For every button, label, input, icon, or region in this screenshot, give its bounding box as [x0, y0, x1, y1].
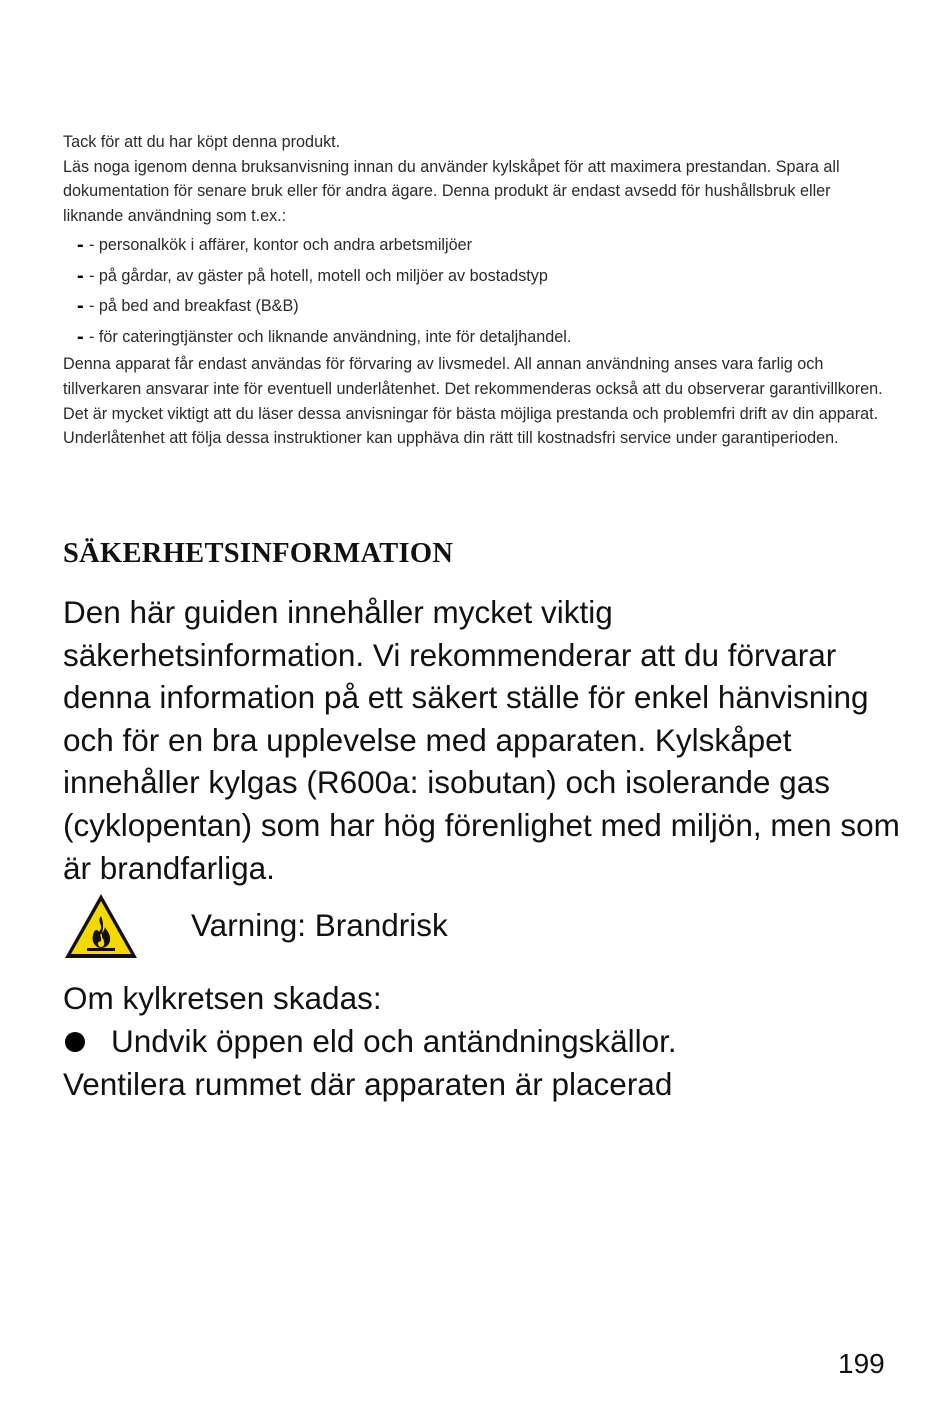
circuit-heading: Om kylkretsen skadas: [63, 980, 382, 1016]
list-item [63, 1020, 903, 1063]
circuit-damage-section [63, 977, 903, 1106]
circuit-ventilate: Ventilera rummet där apparaten är placerad [63, 1066, 673, 1102]
dash-marker: - [77, 264, 84, 287]
circuit-instruction: Undvik öppen eld och antändningskällor. [111, 1023, 677, 1059]
dash-marker: - [77, 325, 84, 348]
flammable-warning-icon [63, 892, 139, 960]
list-item: - - för cateringtjänster och liknande användning, inte för detaljhandel. [63, 322, 883, 353]
intro-section [63, 130, 883, 451]
intro-usage: Läs noga igenom denna bruksanvisning innan du använder kylskåpet för att maximera prestandan. Spara all dokumentation för senare bruk eller för andra ägare. Denna produkt är endast avsedd för hushållsbruk eller liknande användning som t.ex.: [63, 157, 840, 225]
intro-thanks: Tack för att du har köpt denna produkt. [63, 133, 341, 151]
list-item: - - på gårdar, av gäster på hotell, motell och miljöer av bostadstyp [63, 261, 883, 292]
list-item: - - personalkök i affärer, kontor och andra arbetsmiljöer [63, 230, 883, 261]
dash-marker: - [77, 295, 84, 318]
usage-list [63, 230, 883, 352]
page-number: 199 [838, 1348, 885, 1379]
bullet-dot-icon [65, 1032, 85, 1052]
safety-heading: SÄKERHETSINFORMATION [63, 538, 454, 569]
safety-body: Den här guiden innehåller mycket viktig säkerhetsinformation. Vi rekommenderar att du förvarar denna information på ett säkert ställe för enkel hänvisning och för en bra upplevelse med apparaten. Kylskåpet innehåller kylgas (R600a: isobutan) och isolerande gas (cyklopentan) som har hög förenlighet med miljön, men som är brandfarliga. [63, 594, 900, 886]
list-item: - - på bed and breakfast (B&B) [63, 291, 883, 322]
fire-warning [63, 892, 863, 962]
warning-label: Varning: Brandrisk [191, 907, 448, 943]
dash-marker: - [77, 234, 84, 257]
intro-disclaimer: Denna apparat får endast användas för förvaring av livsmedel. All annan användning anses vara farlig och tillverkaren ansvarar inte för eventuell underlåtenhet. Det rekommenderas också att du observerar garantivillkoren. Det är mycket viktigt att du läser dessa anvisningar för bästa möjliga prestanda och problemfri drift av din apparat. Underlåtenhet att följa dessa instruktioner kan upphäva din rätt till kostnadsfri service under garantiperioden. [63, 355, 883, 448]
